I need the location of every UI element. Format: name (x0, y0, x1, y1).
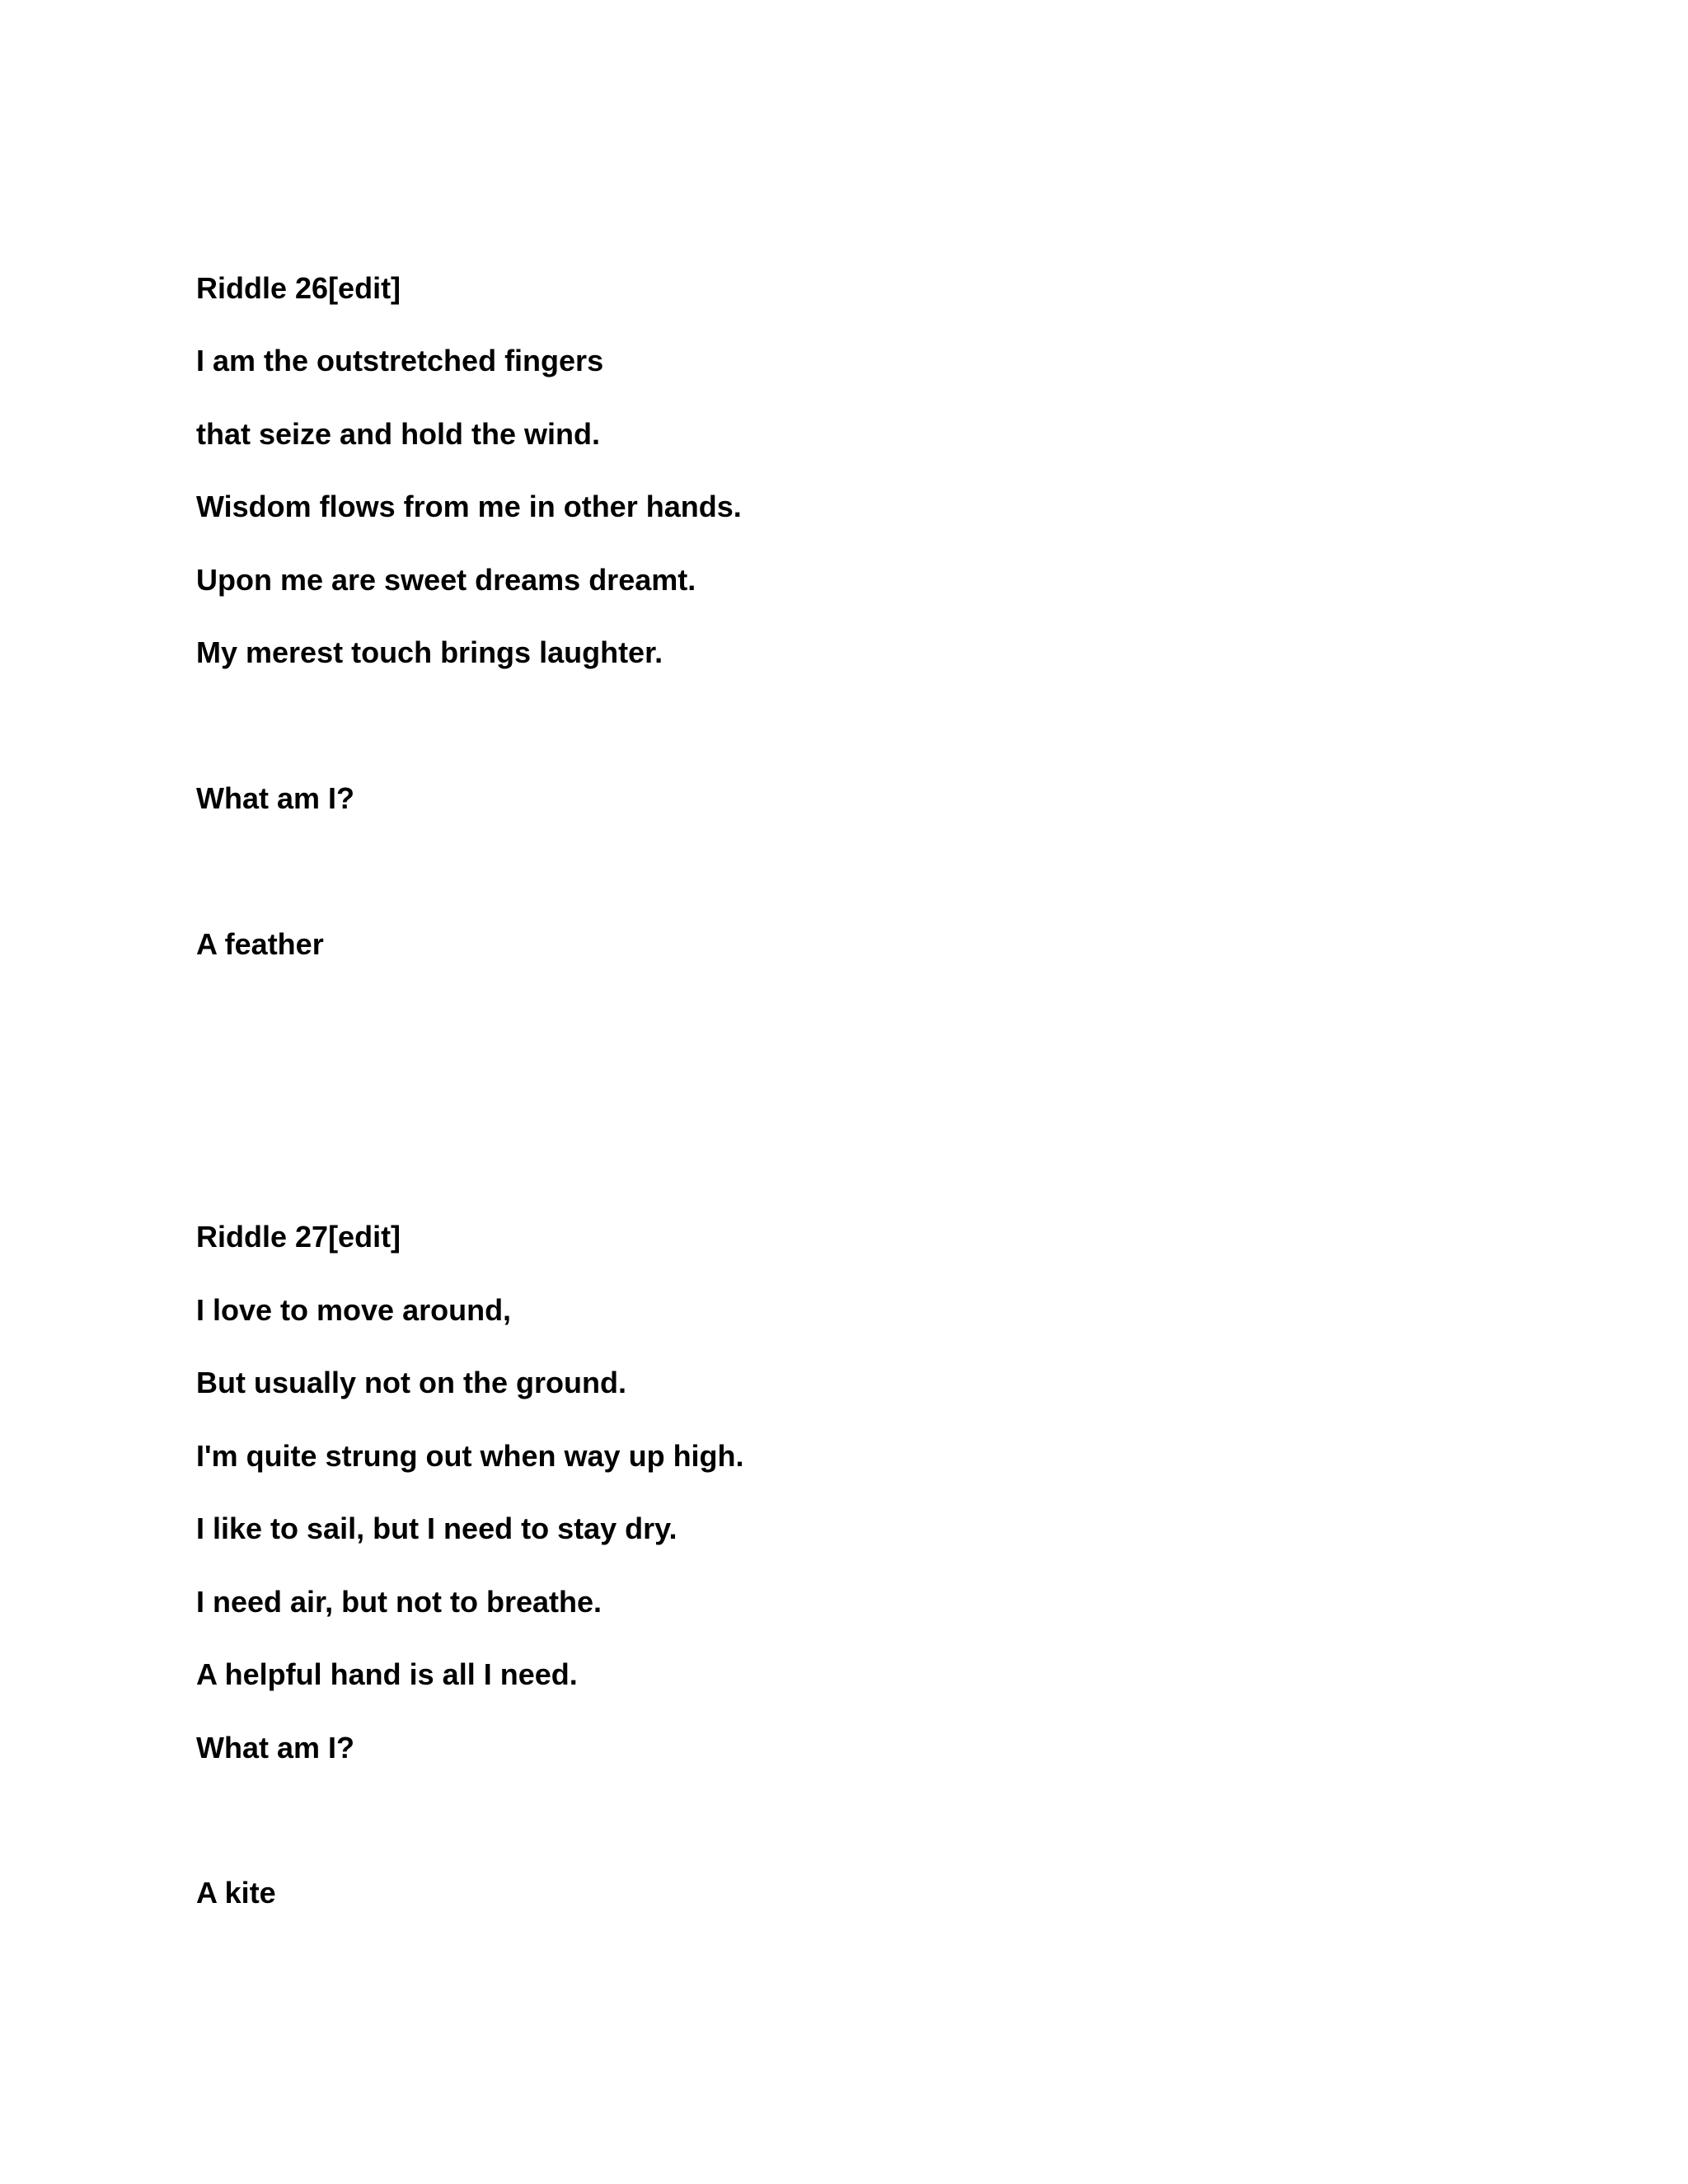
riddle-line: Upon me are sweet dreams dreamt. (196, 563, 696, 597)
riddle-answer: A feather (196, 927, 324, 961)
riddle-line: Wisdom flows from me in other hands. (196, 490, 742, 523)
edit-link[interactable]: [edit] (328, 271, 401, 305)
riddle-27-heading (196, 1219, 401, 1255)
riddle-line: I like to sail, but I need to stay dry. (196, 1511, 678, 1545)
riddle-answer: A kite (196, 1876, 276, 1910)
riddle-line: that seize and hold the wind. (196, 417, 601, 451)
riddle-line: I'm quite strung out when way up high. (196, 1439, 744, 1473)
riddle-line: My merest touch brings laughter. (196, 635, 663, 669)
edit-link[interactable]: [edit] (328, 1220, 401, 1254)
riddle-heading-text: Riddle 26 (196, 271, 329, 305)
riddle-26-heading (196, 270, 401, 307)
riddle-line: But usually not on the ground. (196, 1366, 626, 1399)
riddle-question: What am I? (196, 1731, 355, 1765)
riddle-heading-text: Riddle 27 (196, 1220, 329, 1254)
riddle-line: A helpful hand is all I need. (196, 1657, 578, 1691)
riddle-line: I love to move around, (196, 1293, 512, 1327)
riddle-line: I am the outstretched fingers (196, 344, 604, 377)
riddle-question: What am I? (196, 781, 355, 815)
riddle-line: I need air, but not to breathe. (196, 1585, 603, 1619)
